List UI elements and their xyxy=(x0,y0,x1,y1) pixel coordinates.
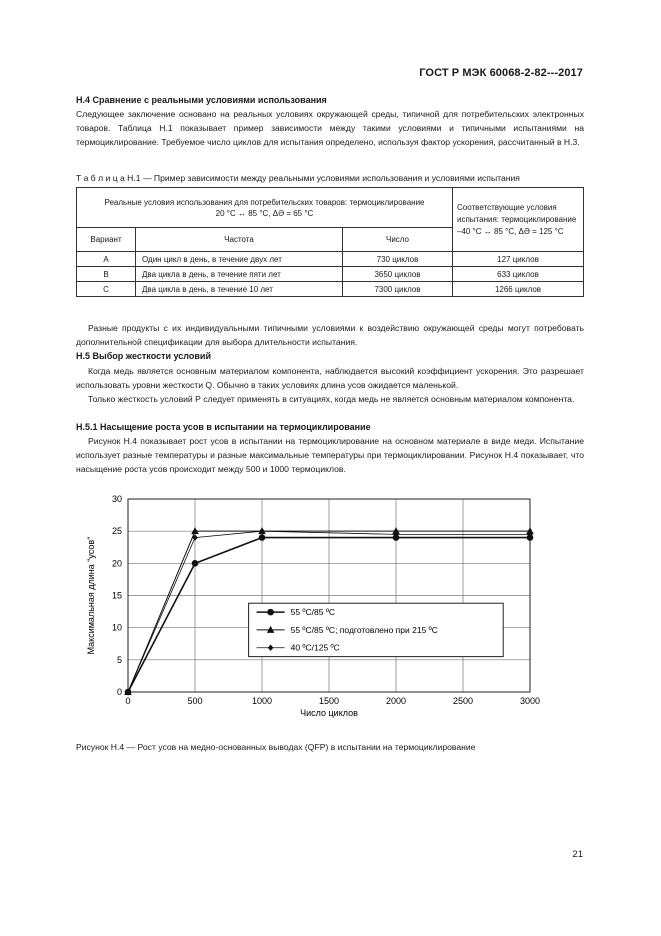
cell-variant: C xyxy=(77,282,136,297)
col-header-frequency: Частота xyxy=(136,228,343,252)
legend-label: 55 ºC/85 ºC; подготовлено при 215 ºC xyxy=(290,624,438,635)
y-tick-label: 0 xyxy=(116,687,122,697)
cell-variant: A xyxy=(77,252,136,267)
section-h5-paragraph-2: Только жесткость условий Р следует применять в ситуациях, когда медь не является основным материалом компонента. xyxy=(88,394,575,404)
col-header-number: Число xyxy=(343,228,453,252)
legend-label: 55 ºC/85 ºC xyxy=(290,607,336,618)
cell-frequency: Два цикла в день, в течение 10 лет xyxy=(136,282,343,297)
section-h51-paragraph: Рисунок Н.4 показывает рост усов в испытании на термоциклирование на основном материале в виде меди. Испытание использует разные температуры и разные максимальные температуры при термоциклировании. Рисунок Н.4 показывает, что насыщение роста усов происходит между 500 и 1000 термоциклов. xyxy=(76,436,584,474)
table-row xyxy=(77,282,584,297)
section-h51-heading: Н.5.1 Насыщение роста усов в испытании на термоциклирование xyxy=(76,422,371,432)
y-tick-label: 15 xyxy=(111,590,122,601)
standard-header: ГОСТ Р МЭК 60068-2-82---2017 xyxy=(419,67,583,79)
section-h5-heading: Н.5 Выбор жесткости условий xyxy=(76,351,211,361)
y-tick-label: 5 xyxy=(116,654,122,665)
cell-variant: B xyxy=(77,267,136,282)
x-tick-label: 2500 xyxy=(452,696,474,706)
y-tick-label: 10 xyxy=(111,622,122,633)
cell-test-cycles: 633 циклов xyxy=(453,267,584,282)
header-right-text: Соответствующие условия испытания: термоциклирование xyxy=(457,202,577,224)
figure-caption: Рисунок Н.4 — Рост усов на медно-основанных выводах (QFP) в испытании на термоциклирование xyxy=(76,742,476,752)
header-right-range: –40 °С ↔ 85 °С, ΔӘ = 125 °С xyxy=(457,226,564,236)
marker-circle xyxy=(259,534,266,541)
after-table-paragraph: Разные продукты с их индивидуальными типичными условиями к воздействию окружающей среды могут потребовать дополнительной спецификации для выбора длительности испытания. xyxy=(76,323,584,347)
header-left-range: 20 °С ↔ 85 °С, ΔӘ = 65 °С xyxy=(215,208,314,218)
chart-legend xyxy=(249,603,504,656)
col-header-variant: Вариант xyxy=(77,228,136,252)
table-row xyxy=(77,267,584,282)
y-tick-label: 20 xyxy=(111,558,122,569)
x-tick-label: 1000 xyxy=(251,696,273,706)
cell-frequency: Два цикла в день, в течение пяти лет xyxy=(136,267,343,282)
chart-grid xyxy=(128,499,530,692)
marker-circle xyxy=(192,560,199,567)
table-row xyxy=(77,252,584,267)
x-tick-label: 3000 xyxy=(519,696,541,706)
section-h5-paragraph-1: Когда медь является основным материалом компонента, наблюдается высокий коэффициент ускорения. Это разрешает использовать уровни жесткости Q. Обычно в таких условиях длина усов ожидается маленькой. xyxy=(76,366,584,390)
section-h4-paragraph: Следующее заключение основано на реальных условиях окружающей среды, типичной для потребительских электронных товаров. Таблица Н.1 показывает пример зависимости между такими условиями и типичными испытаниями на термоциклирование. Требуемое число циклов для испытания определено, используя фактор ускорения, рассчитанный в Н.3. xyxy=(76,109,584,147)
header-left-text: Реальные условия использования для потребительских товаров: термоциклирование xyxy=(104,197,425,207)
cell-frequency: Один цикл в день, в течение двух лет xyxy=(136,252,343,267)
table-caption: Т а б л и ц а Н.1 — Пример зависимости между реальными условиями использования и условиями испытания xyxy=(76,173,520,183)
cell-number: 730 циклов xyxy=(343,252,453,267)
legend-label: 40 ºC/125 ºC xyxy=(290,642,340,653)
y-tick-label: 25 xyxy=(111,526,122,537)
comparison-table xyxy=(76,187,584,297)
table-header-right xyxy=(453,188,584,252)
table-header-left xyxy=(77,188,453,228)
y-tick-label: 30 xyxy=(111,494,122,504)
marker-circle xyxy=(267,609,274,616)
x-tick-label: 1500 xyxy=(318,696,340,706)
whisker-growth-chart xyxy=(80,488,550,728)
cell-test-cycles: 127 циклов xyxy=(453,252,584,267)
cell-number: 7300 циклов xyxy=(343,282,453,297)
cell-test-cycles: 1266 циклов xyxy=(453,282,584,297)
section-h4-heading: Н.4 Сравнение с реальными условиями использования xyxy=(76,95,327,105)
x-tick-label: 2000 xyxy=(385,696,407,706)
x-axis-label: Число циклов xyxy=(300,708,358,718)
page-number: 21 xyxy=(572,849,583,860)
y-axis-label: Максимальная длина "усов" xyxy=(86,536,96,655)
x-tick-label: 0 xyxy=(125,696,131,706)
cell-number: 3650 циклов xyxy=(343,267,453,282)
x-tick-label: 500 xyxy=(187,696,203,706)
